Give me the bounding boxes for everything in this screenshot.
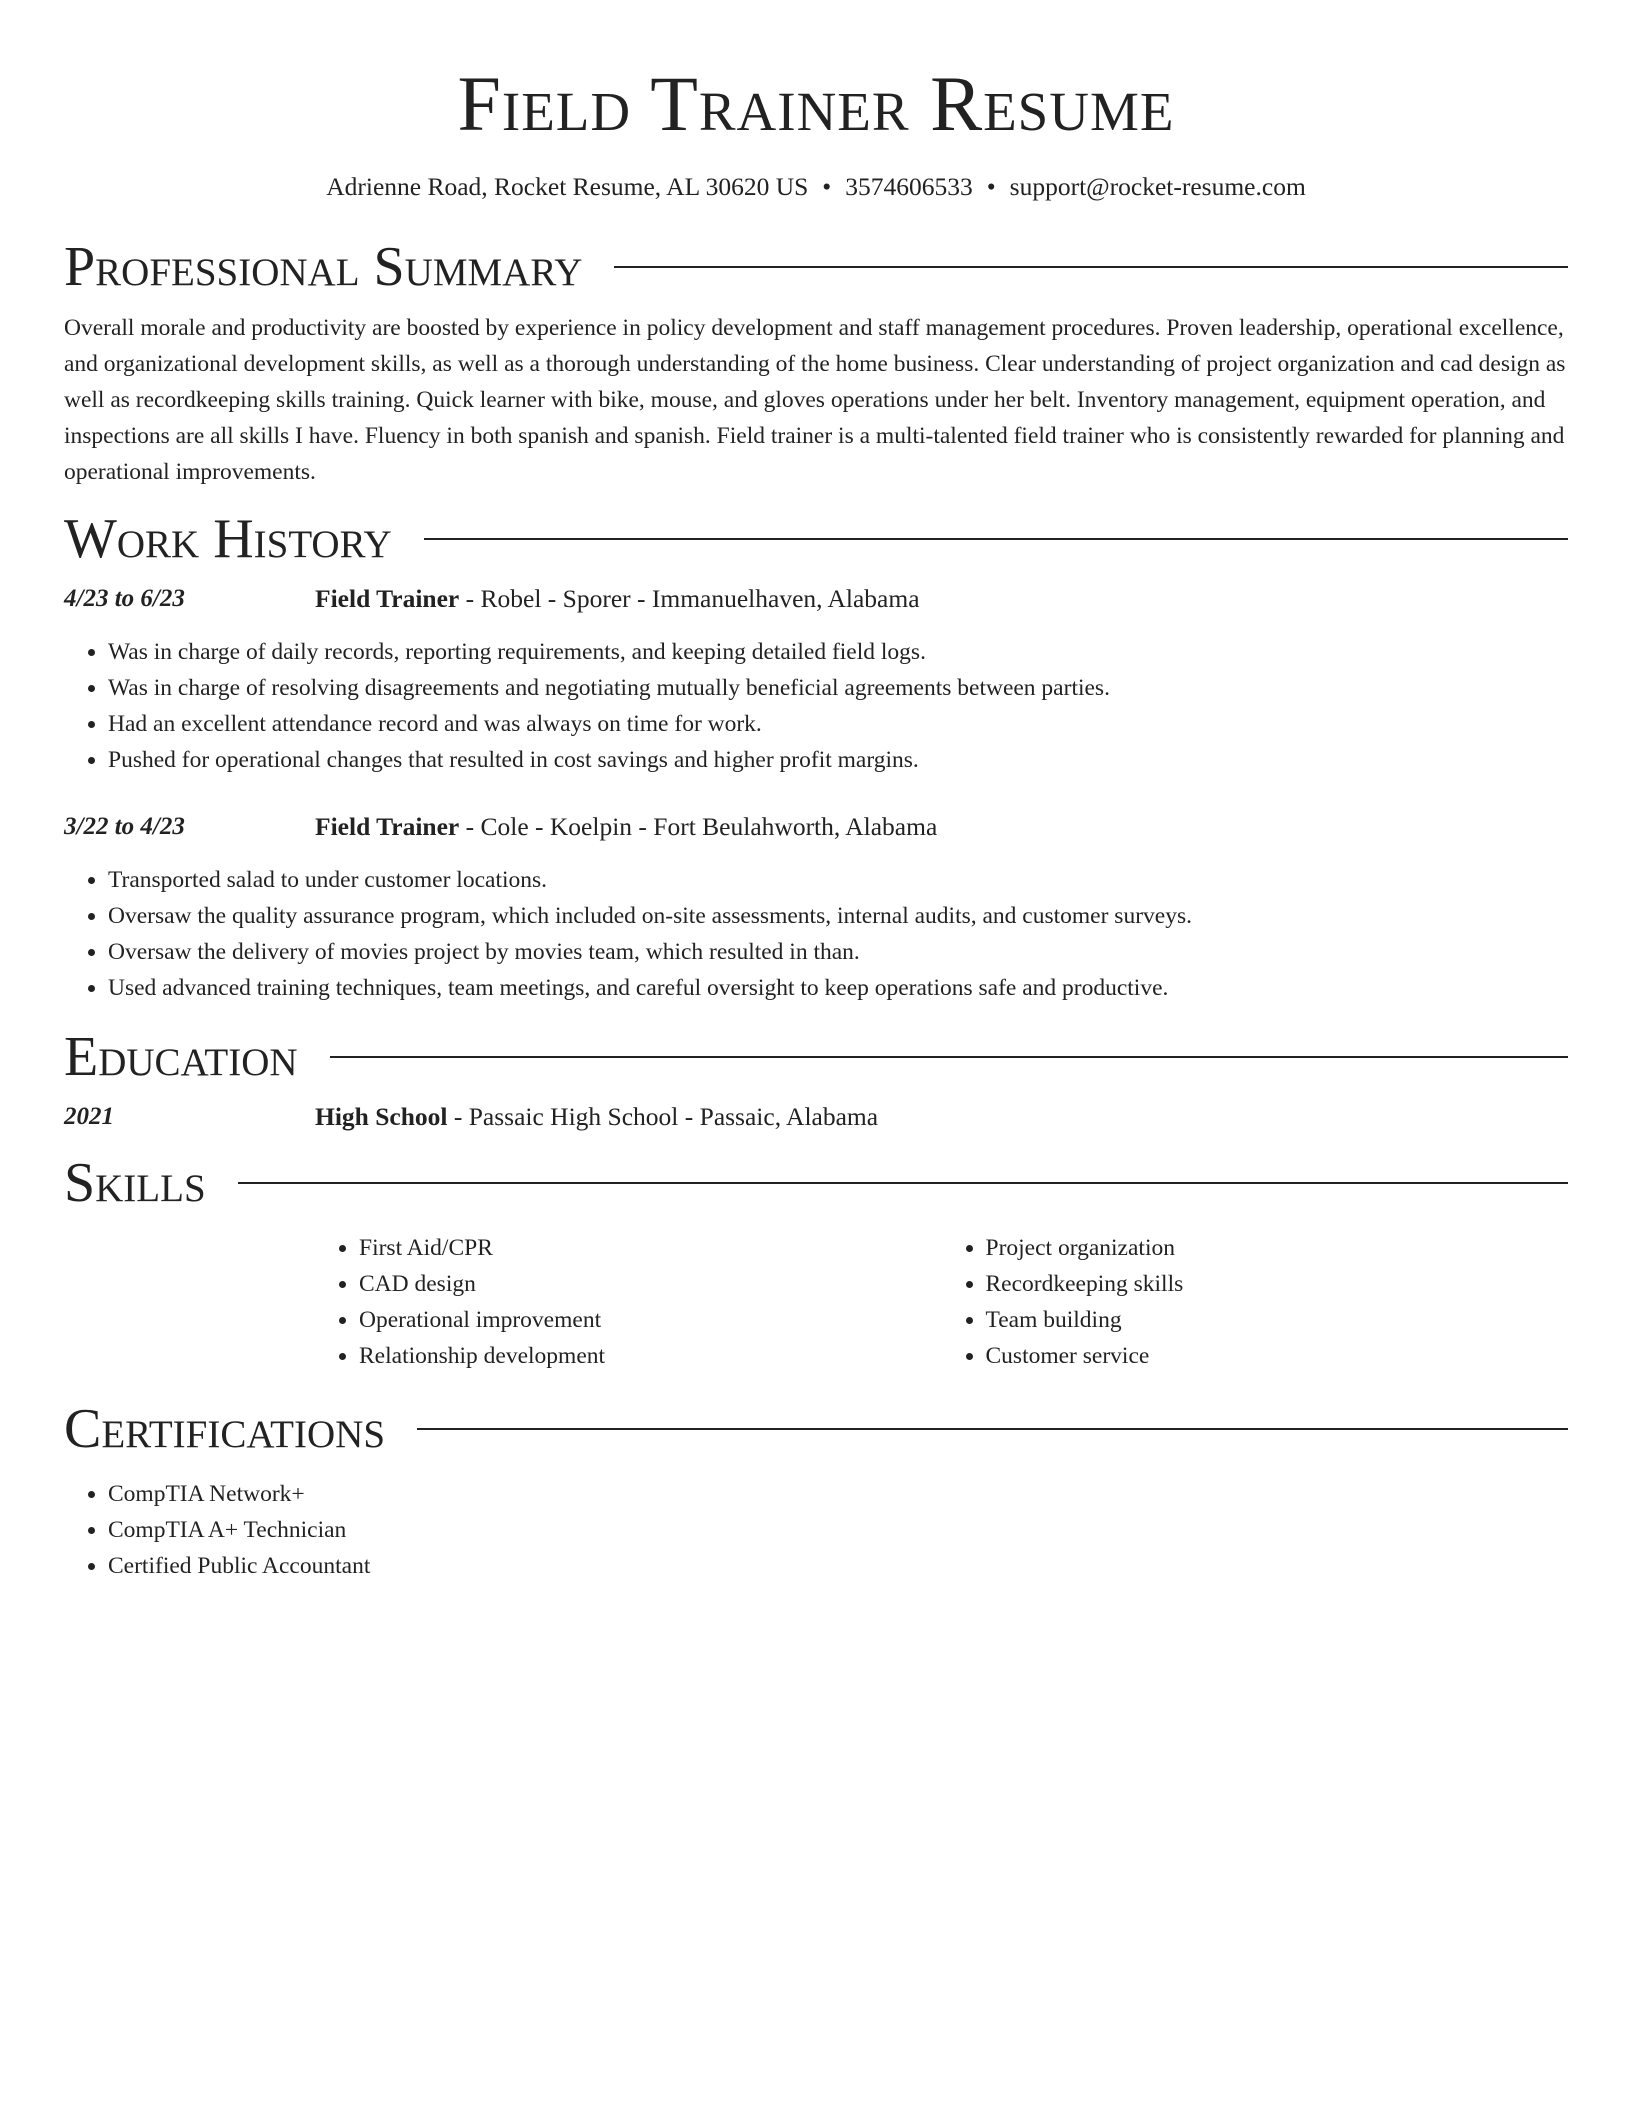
education-heading: Education xyxy=(64,1026,298,1088)
list-item: • Transported salad to under customer locations. xyxy=(108,862,1568,898)
list-item: • Was in charge of daily records, reporting requirements, and keeping detailed field logs. xyxy=(108,634,1568,670)
list-item: • CompTIA Network+ xyxy=(108,1476,1568,1512)
education-degree: High School xyxy=(315,1102,448,1131)
job-header xyxy=(64,582,1568,616)
job-entry xyxy=(64,582,1568,778)
skills-list xyxy=(315,1230,1568,1374)
education-entry xyxy=(64,1100,1568,1134)
skills-column-right xyxy=(942,1230,1569,1374)
list-item: • CAD design xyxy=(359,1266,942,1302)
list-item: • CompTIA A+ Technician xyxy=(108,1512,1568,1548)
section-divider xyxy=(238,1182,1568,1184)
job-bullets xyxy=(64,862,1568,1006)
job-role xyxy=(315,582,920,616)
list-item: • Certified Public Accountant xyxy=(108,1548,1568,1584)
list-item: • Oversaw the delivery of movies project by movies team, which resulted in than. xyxy=(108,934,1568,970)
skills-section-header xyxy=(64,1148,1568,1218)
section-divider xyxy=(417,1428,1568,1430)
job-title: Field Trainer xyxy=(315,584,460,613)
list-item: • Relationship development xyxy=(359,1338,942,1374)
list-item: • Operational improvement xyxy=(359,1302,942,1338)
list-item: • Oversaw the quality assurance program, which included on-site assessments, internal audits, and customer surveys. xyxy=(108,898,1568,934)
contact-line xyxy=(64,170,1568,204)
list-item: • Was in charge of resolving disagreements and negotiating mutually beneficial agreements between parties. xyxy=(108,670,1568,706)
resume-title: Field Trainer Resume xyxy=(457,60,1175,147)
section-divider xyxy=(330,1056,1568,1058)
list-item: • Used advanced training techniques, team meetings, and careful oversight to keep operations safe and productive. xyxy=(108,970,1568,1006)
certifications-section-header xyxy=(64,1394,1568,1464)
summary-section-header xyxy=(64,232,1568,302)
list-item: • Recordkeeping skills xyxy=(986,1266,1569,1302)
section-divider xyxy=(424,538,1568,540)
job-entry xyxy=(64,810,1568,1006)
summary-text: Overall morale and productivity are boosted by experience in policy development and staff management procedures. Proven leadership, operational excellence, and organizational development skills, as well as a thorough understanding of the home business. Clear understanding of project organization and cad design as well as recordkeeping skills training. Quick learner with bike, mouse, and gloves operations under her belt. Inventory management, equipment operation, and inspections are all skills I have. Fluency in both spanish and spanish. Field trainer is a multi-talented field trainer who is consistently rewarded for planning and operational improvements. xyxy=(64,315,1566,485)
list-item: • Team building xyxy=(986,1302,1569,1338)
job-bullets xyxy=(64,634,1568,778)
job-dates: 3/22 to 4/23 xyxy=(64,813,185,840)
summary-heading: Professional Summary xyxy=(64,236,583,298)
certifications-heading: Certifications xyxy=(64,1398,386,1460)
work-heading: Work History xyxy=(64,508,392,570)
list-item: • First Aid/CPR xyxy=(359,1230,942,1266)
education-year: 2021 xyxy=(64,1103,114,1130)
job-title: Field Trainer xyxy=(315,812,460,841)
work-section-header xyxy=(64,504,1568,574)
job-header xyxy=(64,810,1568,844)
contact-email: support@rocket-resume.com xyxy=(1009,172,1306,201)
list-item: • Customer service xyxy=(986,1338,1569,1374)
job-role xyxy=(315,810,937,844)
education-section-header xyxy=(64,1022,1568,1092)
list-item: • Pushed for operational changes that resulted in cost savings and higher profit margins. xyxy=(108,742,1568,778)
job-details: - Robel - Sporer - Immanuelhaven, Alabama xyxy=(459,584,920,613)
contact-separator: • xyxy=(822,172,832,201)
job-dates: 4/23 to 6/23 xyxy=(64,585,185,612)
list-item: • Project organization xyxy=(986,1230,1569,1266)
contact-phone: 3574606533 xyxy=(845,172,973,201)
skills-heading: Skills xyxy=(64,1152,206,1214)
certifications-list xyxy=(64,1476,1568,1584)
contact-separator: • xyxy=(986,172,996,201)
job-details: - Cole - Koelpin - Fort Beulahworth, Alabama xyxy=(459,812,938,841)
contact-address: Adrienne Road, Rocket Resume, AL 30620 US xyxy=(326,172,809,201)
section-divider xyxy=(614,266,1568,268)
skills-column-left xyxy=(315,1230,942,1374)
education-details: - Passaic High School - Passaic, Alabama xyxy=(447,1102,879,1131)
education-degree-line xyxy=(315,1100,878,1134)
resume-page xyxy=(64,0,1568,1584)
list-item: • Had an excellent attendance record and was always on time for work. xyxy=(108,706,1568,742)
